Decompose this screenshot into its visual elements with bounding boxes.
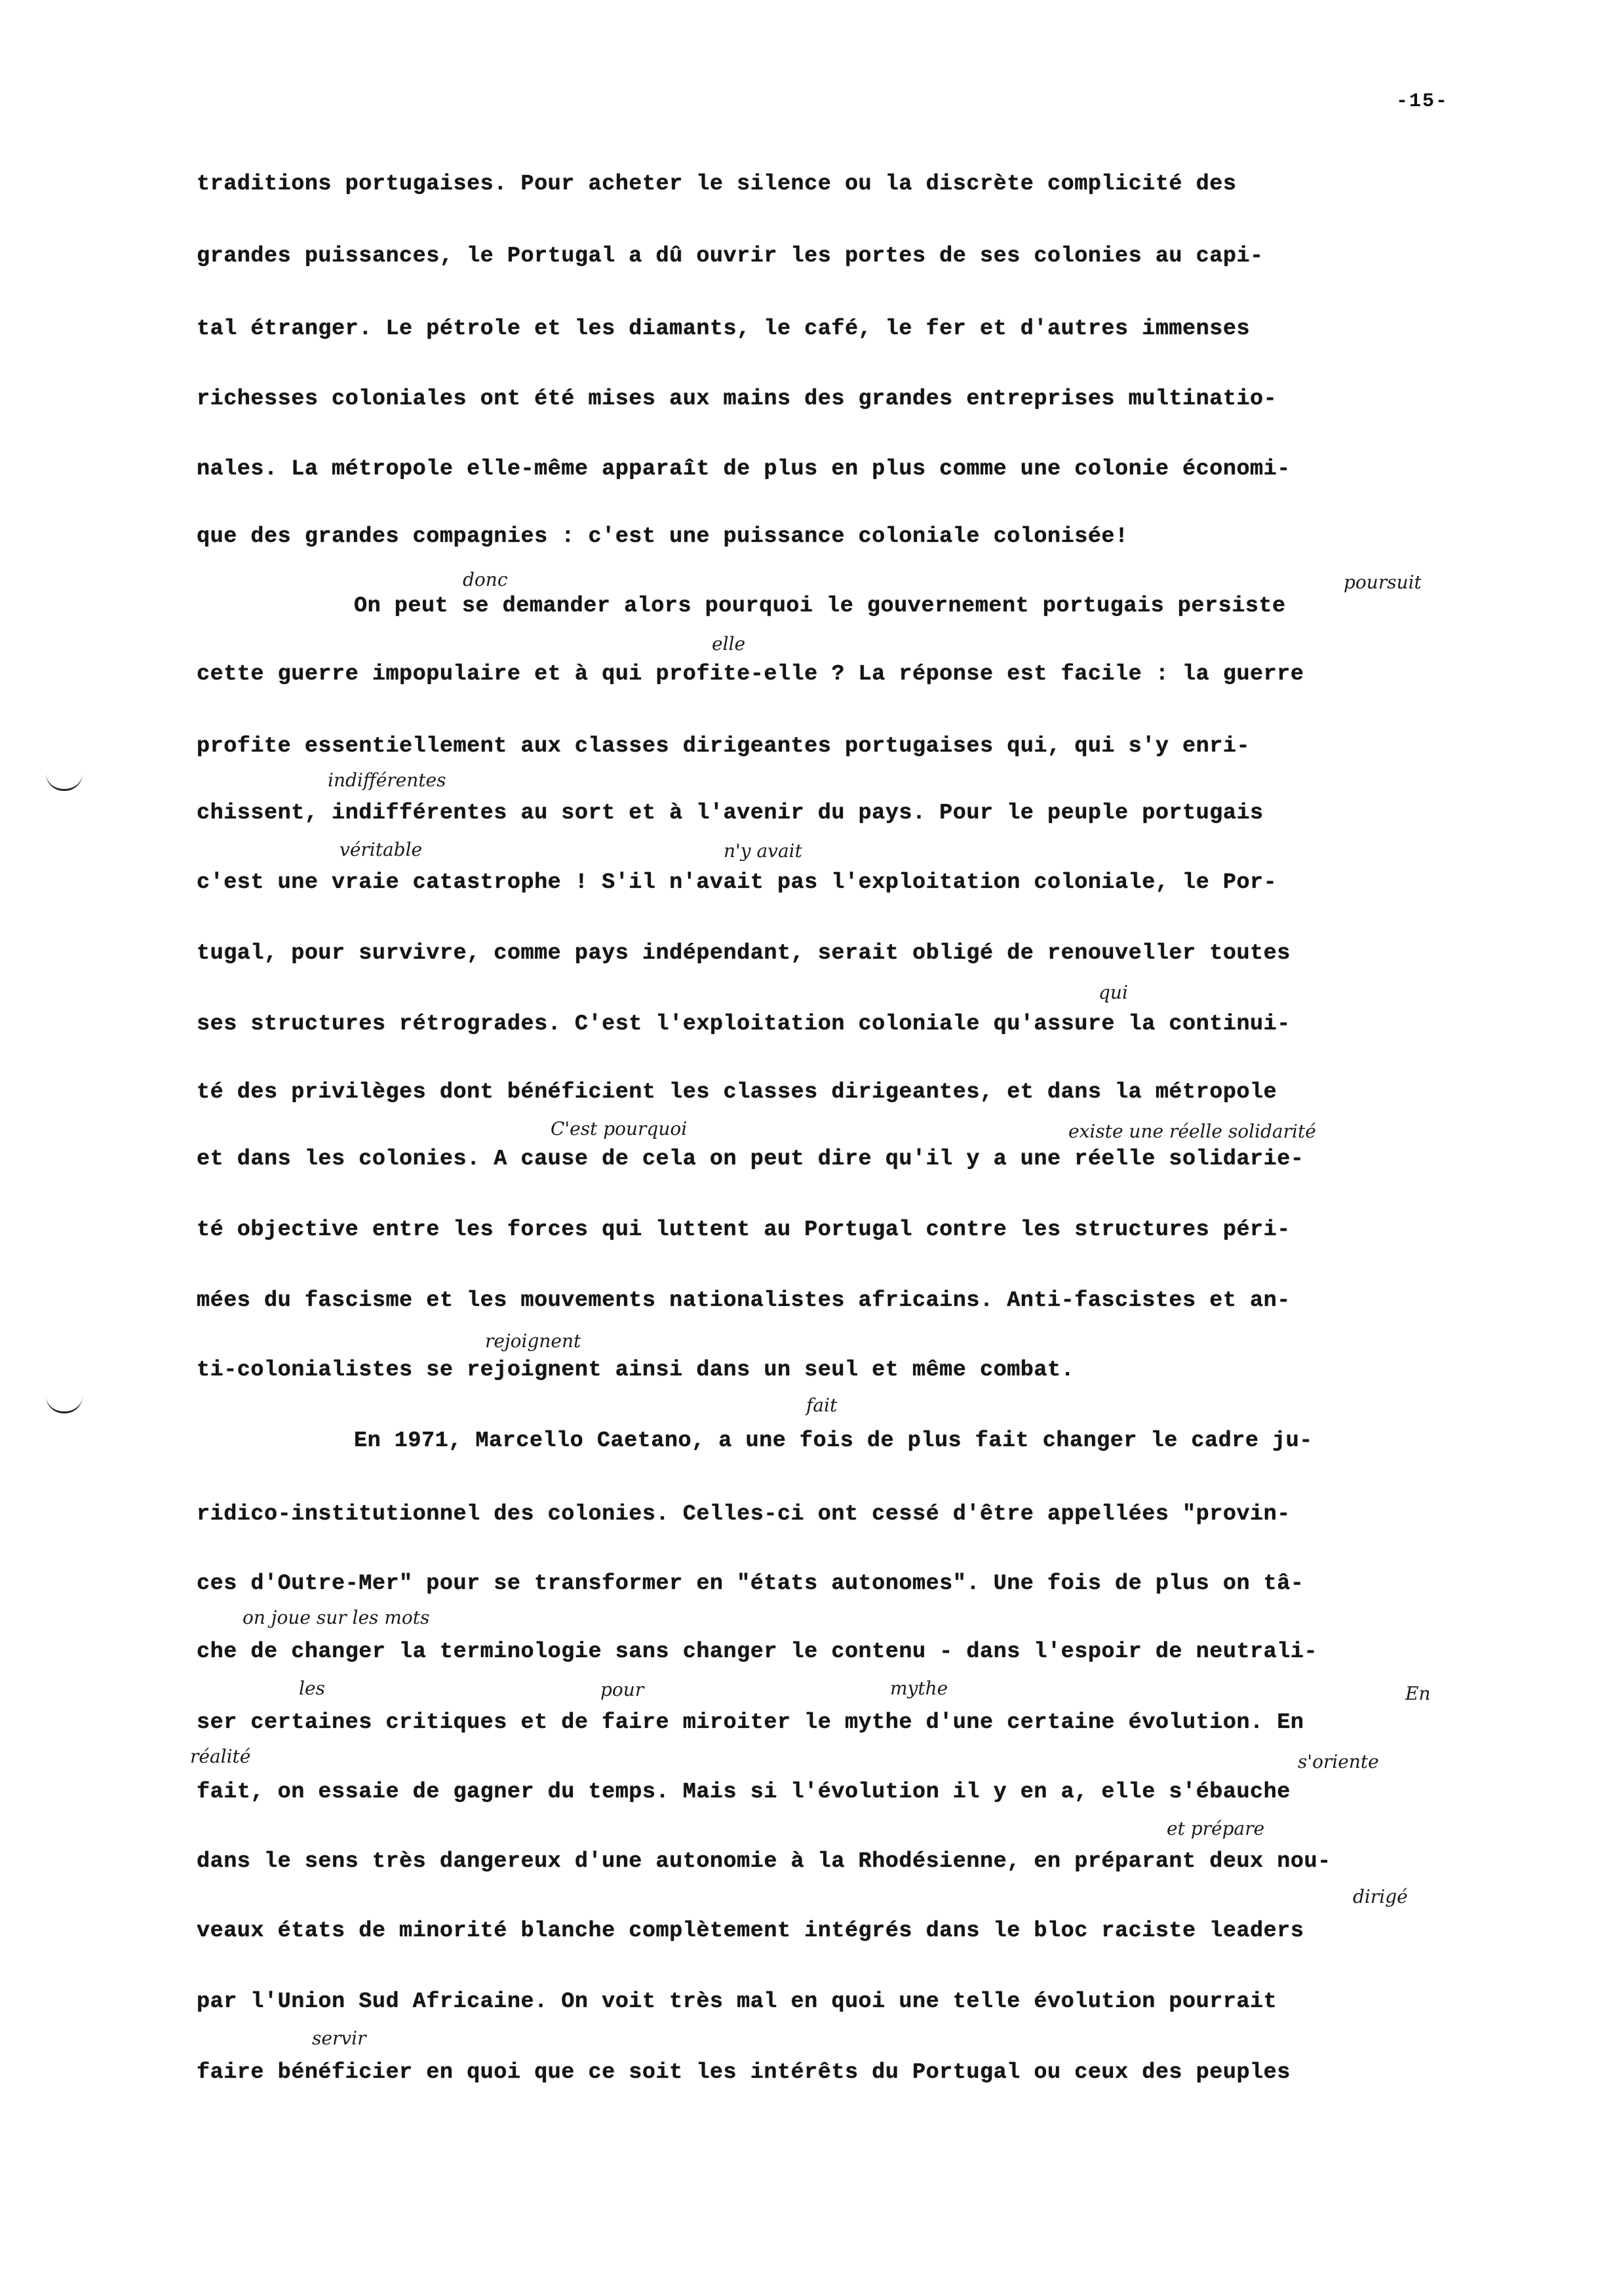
text-line: c'est une vraie catastrophe ! S'il n'avait pas l'exploitation coloniale, le Por- (197, 870, 1277, 895)
handwritten-annotation: mythe (890, 1677, 948, 1699)
text-line: ser certaines critiques et de faire miroiter le mythe d'une certaine évolution. En (197, 1710, 1304, 1735)
handwritten-annotation: n'y avait (724, 840, 802, 862)
handwritten-annotation: servir (312, 2027, 366, 2049)
handwritten-annotation: C'est pourquoi (551, 1118, 688, 1139)
handwritten-annotation: elle (712, 633, 746, 655)
text-line: che de changer la terminologie sans changer le contenu - dans l'espoir de neutrali- (197, 1639, 1318, 1664)
text-line: veaux états de minorité blanche complètement intégrés dans le bloc raciste leaders (197, 1919, 1304, 1943)
text-line: grandes puissances, le Portugal a dû ouvrir les portes de ses colonies au capi- (197, 244, 1264, 269)
text-line: ces d'Outre-Mer" pour se transformer en "états autonomes". Une fois de plus on tâ- (197, 1571, 1304, 1596)
handwritten-annotation: qui (1099, 982, 1128, 1003)
handwritten-annotation: indifférentes (328, 769, 446, 791)
text-line: nales. La métropole elle-même apparaît de plus en plus comme une colonie économi- (197, 457, 1291, 482)
handwritten-annotation: on joue sur les mots (243, 1607, 430, 1628)
text-line: En 1971, Marcello Caetano, a une fois de plus fait changer le cadre ju- (354, 1428, 1313, 1453)
text-line: et dans les colonies. A cause de cela on peut dire qu'il y a une réelle solidarie- (197, 1147, 1304, 1172)
margin-mark (46, 773, 83, 791)
text-line: que des grandes compagnies : c'est une puissance coloniale colonisée! (197, 524, 1129, 549)
handwritten-annotation: poursuit (1344, 571, 1422, 593)
handwritten-annotation: pour (600, 1679, 644, 1700)
handwritten-annotation: En (1405, 1683, 1431, 1704)
handwritten-annotation: fait (806, 1394, 838, 1416)
handwritten-annotation: donc (463, 569, 508, 590)
handwritten-annotation: existe une réelle solidarité (1068, 1120, 1316, 1142)
text-line: té des privilèges dont bénéficient les classes dirigeantes, et dans la métropole (197, 1080, 1277, 1105)
handwritten-annotation: les (299, 1677, 325, 1699)
text-line: traditions portugaises. Pour acheter le silence ou la discrète complicité des (197, 172, 1237, 197)
handwritten-annotation: véritable (340, 839, 423, 860)
text-line: ti-colonialistes se rejoignent ainsi dans un seul et même combat. (197, 1358, 1075, 1383)
handwritten-annotation: dirigé (1353, 1886, 1408, 1907)
text-line: par l'Union Sud Africaine. On voit très mal en quoi une telle évolution pourrait (197, 1989, 1277, 2014)
text-line: tugal, pour survivre, comme pays indépendant, serait obligé de renouveller toutes (197, 941, 1291, 966)
handwritten-annotation: rejoignent (485, 1330, 581, 1352)
handwritten-annotation: et prépare (1167, 1818, 1265, 1839)
handwritten-annotation: s'oriente (1298, 1751, 1379, 1772)
text-line: ridico-institutionnel des colonies. Celles-ci ont cessé d'être appellées "provin- (197, 1502, 1291, 1527)
text-line: On peut se demander alors pourquoi le gouvernement portugais persiste (354, 594, 1286, 619)
text-line: ses structures rétrogrades. C'est l'exploitation coloniale qu'assure la continui- (197, 1012, 1291, 1037)
handwritten-annotation: réalité (190, 1746, 251, 1767)
text-line: té objective entre les forces qui luttent au Portugal contre les structures péri- (197, 1217, 1291, 1242)
text-line: richesses coloniales ont été mises aux mains des grandes entreprises multinatio- (197, 387, 1277, 411)
text-line: faire bénéficier en quoi que ce soit les intérêts du Portugal ou ceux des peuples (197, 2060, 1291, 2085)
text-line: fait, on essaie de gagner du temps. Mais si l'évolution il y en a, elle s'ébauche (197, 1780, 1291, 1805)
text-line: cette guerre impopulaire et à qui profite-elle ? La réponse est facile : la guerre (197, 662, 1304, 687)
text-line: dans le sens très dangereux d'une autonomie à la Rhodésienne, en préparant deux nou- (197, 1849, 1331, 1874)
text-line: profite essentiellement aux classes dirigeantes portugaises qui, qui s'y enri- (197, 734, 1251, 759)
margin-mark (46, 1396, 83, 1413)
text-line: tal étranger. Le pétrole et les diamants, le café, le fer et d'autres immenses (197, 316, 1251, 341)
text-line: mées du fascisme et les mouvements nationalistes africains. Anti-fascistes et an- (197, 1288, 1291, 1313)
text-line: chissent, indifférentes au sort et à l'avenir du pays. Pour le peuple portugais (197, 801, 1264, 826)
page-number: -15- (1396, 90, 1449, 113)
